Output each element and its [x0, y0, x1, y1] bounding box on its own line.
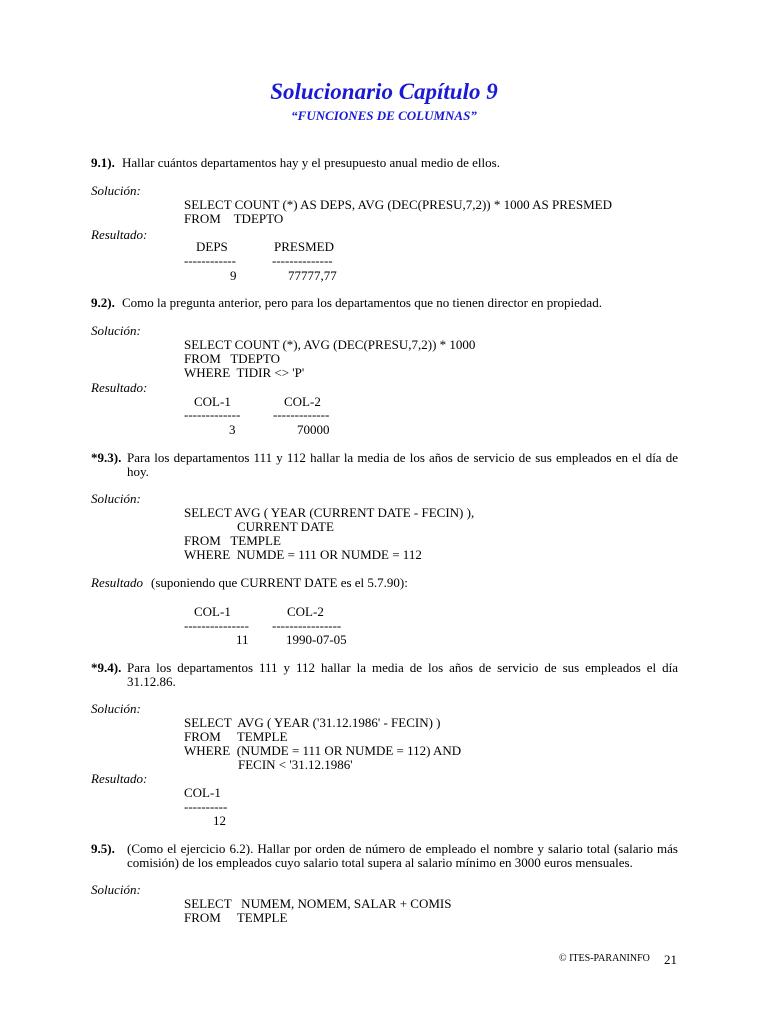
result-label: Resultado: — [91, 771, 148, 786]
result-separator: -------------- — [272, 253, 333, 268]
result-label: Resultado: — [91, 380, 148, 395]
page-number: 21 — [664, 952, 677, 967]
question-number: 9.2). — [91, 295, 115, 310]
sql-line: FECIN < '31.12.1986' — [238, 757, 353, 772]
question-number: 9.1). — [91, 155, 115, 170]
result-separator: --------------- — [184, 618, 249, 633]
result-value: 70000 — [297, 422, 330, 437]
result-header: DEPS — [196, 239, 228, 254]
sql-line: WHERE (NUMDE = 111 OR NUMDE = 112) AND — [184, 743, 462, 758]
solution-label: Solución: — [91, 183, 141, 198]
sql-line: SELECT COUNT (*) AS DEPS, AVG (DEC(PRESU,7,2)) * 1000 AS PRESMED — [184, 197, 612, 212]
question-text: Hallar cuántos departamentos hay y el presupuesto anual medio de ellos. — [122, 155, 500, 170]
page-subtitle: “FUNCIONES DE COLUMNAS” — [291, 108, 477, 123]
result-label: Resultado: — [91, 227, 148, 242]
sql-line: SELECT COUNT (*), AVG (DEC(PRESU,7,2)) * 1000 — [184, 337, 476, 352]
publisher-footer: © ITES-PARANINFO — [559, 953, 650, 964]
sql-line: FROM TEMPLE — [184, 910, 288, 925]
sql-line: FROM TDEPTO — [184, 351, 280, 366]
solution-label: Solución: — [91, 882, 141, 897]
result-label: Resultado — [91, 575, 143, 590]
sql-line: WHERE TIDIR <> 'P' — [184, 365, 305, 380]
result-header: COL-2 — [287, 604, 324, 619]
result-value: 77777,77 — [288, 268, 337, 283]
result-value: 11 — [236, 632, 249, 647]
sql-line: FROM TDEPTO — [184, 211, 284, 226]
sql-line: WHERE NUMDE = 111 OR NUMDE = 112 — [184, 547, 422, 562]
result-header: PRESMED — [274, 239, 334, 254]
sql-line: SELECT AVG ( YEAR (CURRENT DATE - FECIN) ), — [184, 505, 475, 520]
result-note: (suponiendo que CURRENT DATE es el 5.7.90): — [151, 575, 408, 590]
solution-label: Solución: — [91, 323, 141, 338]
result-header: COL-1 — [194, 394, 231, 409]
result-separator: ------------- — [273, 407, 330, 422]
result-separator: ------------- — [184, 407, 241, 422]
question-number: 9.5). — [91, 841, 115, 856]
question-text: Para los departamentos 111 y 112 hallar la media de los años de servicio de sus empleados el día 31.12.86. — [127, 660, 678, 689]
question-number: *9.3). — [91, 450, 122, 465]
result-value: 1990-07-05 — [286, 632, 347, 647]
result-header: COL-1 — [184, 785, 221, 800]
result-header: COL-1 — [194, 604, 231, 619]
result-value: 12 — [213, 813, 226, 828]
result-value: 3 — [229, 422, 236, 437]
question-text: Para los departamentos 111 y 112 hallar la media de los años de servicio de sus empleados en el día de hoy. — [127, 450, 678, 479]
sql-line: FROM TEMPLE — [184, 533, 281, 548]
result-separator: ---------------- — [272, 618, 342, 633]
result-header: COL-2 — [284, 394, 321, 409]
result-value: 9 — [230, 268, 237, 283]
sql-line: CURRENT DATE — [237, 519, 334, 534]
solution-label: Solución: — [91, 491, 141, 506]
sql-line: SELECT AVG ( YEAR ('31.12.1986' - FECIN) ) — [184, 715, 441, 730]
result-separator: ------------ — [184, 253, 236, 268]
solution-label: Solución: — [91, 701, 141, 716]
sql-line: SELECT NUMEM, NOMEM, SALAR + COMIS — [184, 896, 452, 911]
question-text: Como la pregunta anterior, pero para los departamentos que no tienen director en propiedad. — [122, 295, 602, 310]
question-text: (Como el ejercicio 6.2). Hallar por orden de número de empleado el nombre y salario total (salario más comisión) de los empleados cuyo salario total supera al salario mínimo en 3000 euros mensuales. — [127, 841, 678, 870]
page-title: Solucionario Capítulo 9 — [270, 79, 498, 104]
sql-line: FROM TEMPLE — [184, 729, 288, 744]
result-separator: ---------- — [184, 799, 228, 814]
question-number: *9.4). — [91, 660, 122, 675]
